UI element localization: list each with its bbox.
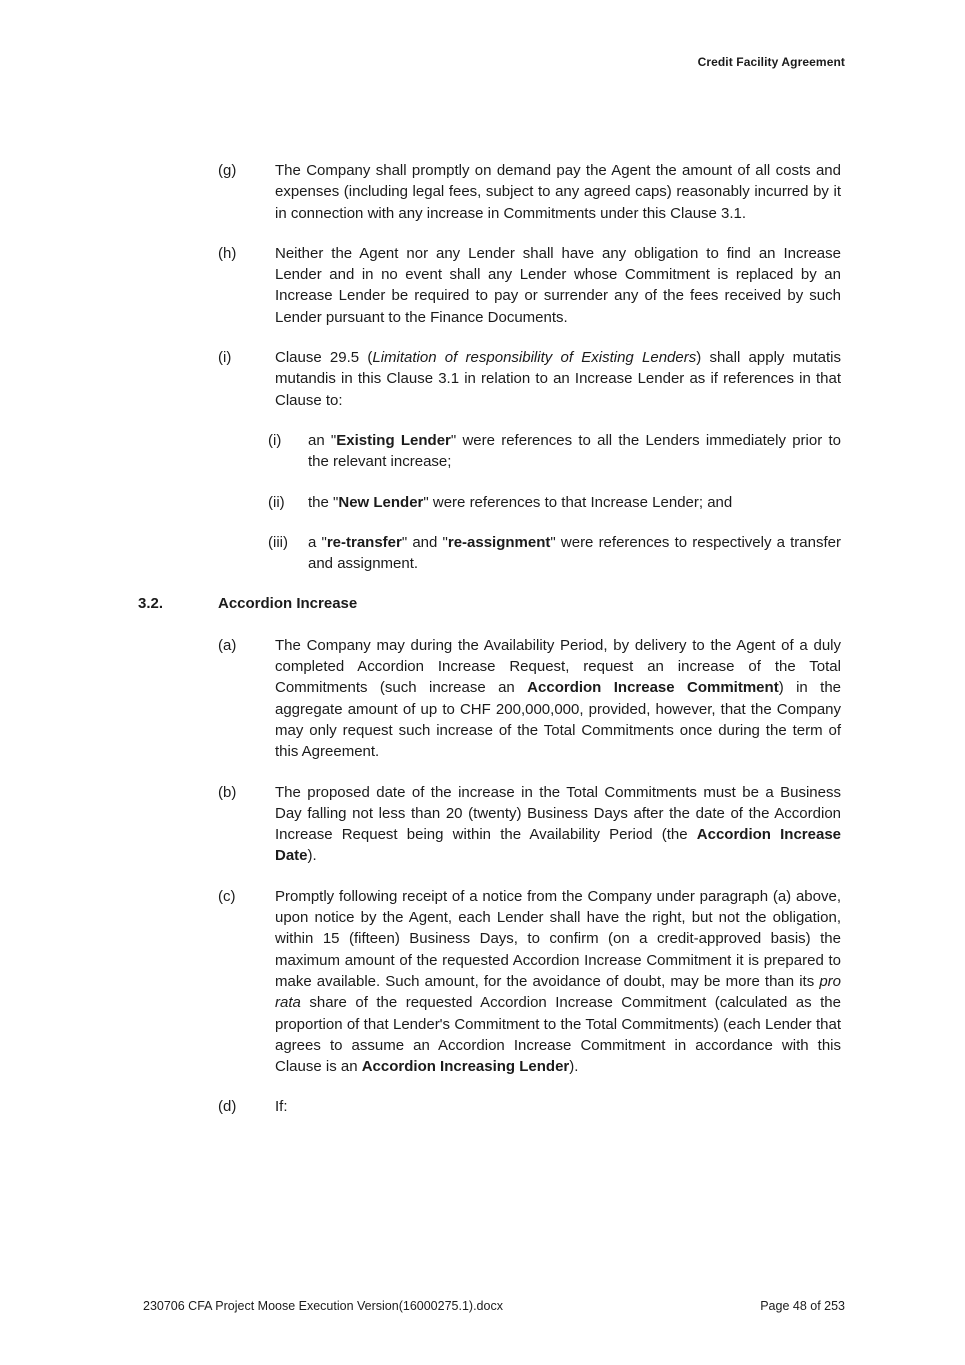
list-marker: (ii) [268, 493, 285, 511]
body-text: " were references to respectively a transfer and assignment. [308, 533, 841, 573]
body-text: Neither the Agent nor any Lender shall have any obligation to find an Increase Lender and in no event shall any Lender whose Commitment is replaced by an Increase Lender be required to pay or surrender any of the fees received by such Lender pursuant to the Finance Documents. [275, 244, 841, 326]
paragraph-text [275, 160, 841, 224]
defined-term: Existing Lender [336, 431, 451, 449]
document-body [138, 160, 841, 1137]
body-text: " and " [401, 533, 448, 551]
list-marker: (b) [218, 783, 237, 801]
paragraph-h [138, 243, 841, 328]
italic-text: Limitation of responsibility of Existing Lenders [372, 349, 697, 367]
body-text: The Company may during the Availability Period, by delivery to the Agent of a duly completed Accordion Increase Request, request an increase of the Total Commitments (such increase an [275, 636, 841, 697]
body-text: a " [308, 533, 327, 551]
paragraph-text [275, 243, 841, 328]
body-text: ) in the aggregate amount of up to CHF 200,000,000, provided, however, that the Company may only request such increase of the Total Commitments once during the term of this Agreement. [275, 679, 842, 761]
page-footer [143, 1299, 845, 1313]
paragraph-text [275, 886, 841, 1078]
paragraph-sub-ii [138, 492, 841, 513]
paragraph-c [138, 886, 841, 1078]
body-text: ). [569, 1058, 579, 1076]
body-text: Clause 29.5 ( [275, 349, 373, 367]
paragraph-text [275, 347, 841, 411]
paragraph-text [308, 532, 841, 575]
paragraph-text [308, 430, 841, 473]
section-title [218, 593, 357, 614]
defined-term: Accordion Increasing Lender [361, 1058, 570, 1076]
body-text: The proposed date of the increase in the Total Commitments must be a Business Day falling not less than 20 (twenty) Business Days after the date of the Accordion Increase Request being within the Availability Period (the [275, 783, 841, 844]
list-marker: (a) [218, 636, 237, 654]
defined-term: Accordion Increase [218, 595, 358, 613]
list-marker: (h) [218, 244, 237, 262]
paragraph-g [138, 160, 841, 224]
defined-term: Accordion Increase Date [275, 826, 842, 865]
footer-filename: 230706 CFA Project Moose Execution Version(16000275.1).docx [143, 1299, 503, 1313]
list-marker: (c) [218, 887, 236, 905]
defined-term: re-transfer [326, 533, 402, 551]
body-text: If: [275, 1098, 288, 1116]
body-text: The Company shall promptly on demand pay the Agent the amount of all costs and expenses (including legal fees, subject to any agreed caps) reasonably incurred by it in connection with any increase in Commitments under this Clause 3.1. [275, 162, 841, 222]
list-marker: (i) [218, 349, 232, 367]
italic-text: pro rata [275, 972, 841, 1012]
body-text: " were references to that Increase Lender; and [423, 493, 733, 511]
paragraph-d [138, 1096, 841, 1117]
body-text: an " [308, 431, 337, 449]
paragraph-text [275, 782, 841, 867]
header-title: Credit Facility Agreement [697, 55, 845, 69]
defined-term: re-assignment [447, 533, 551, 551]
list-marker: (i) [268, 431, 282, 449]
body-text: Promptly following receipt of a notice from the Company under paragraph (a) above, upon notice by the Agent, each Lender shall have the right, but not the obligation, within 15 (fifteen) Business Days, to confirm (on a credit-approved basis) the maximum amount of the requested Accordion Increase Commitment it is prepared to make available. Such amount, for the avoidance of doubt, may be more than its [275, 887, 841, 990]
defined-term: New Lender [338, 493, 424, 511]
body-text: ). [307, 847, 317, 865]
section-heading [138, 593, 841, 614]
paragraph-a [138, 635, 841, 763]
body-text: the " [308, 493, 339, 511]
list-marker: (iii) [268, 533, 288, 551]
footer-page-number: Page 48 of 253 [760, 1299, 845, 1313]
list-marker: (d) [218, 1098, 237, 1116]
paragraph-i [138, 347, 841, 411]
paragraph-b [138, 782, 841, 867]
defined-term: Accordion Increase Commitment [527, 679, 779, 697]
body-text: ) shall apply mutatis mutandis in this Clause 3.1 in relation to an Increase Lender as if references in that Clause to: [275, 349, 842, 409]
body-text: " were references to all the Lenders immediately prior to the relevant increase; [308, 431, 841, 471]
paragraph-text [275, 1096, 841, 1117]
list-marker: (g) [218, 162, 237, 179]
paragraph-sub-iii [138, 532, 841, 575]
page-header [120, 55, 845, 69]
paragraph-text [308, 492, 841, 513]
section-number: 3.2. [138, 595, 164, 613]
body-text: share of the requested Accordion Increase Commitment (calculated as the proportion of that Lender's Commitment to the Total Commitments) (each Lender that agrees to assume an Accordion Increase Commitment in accordance with this Clause is an [275, 994, 841, 1076]
paragraph-sub-i [138, 430, 841, 473]
paragraph-text [275, 635, 841, 763]
